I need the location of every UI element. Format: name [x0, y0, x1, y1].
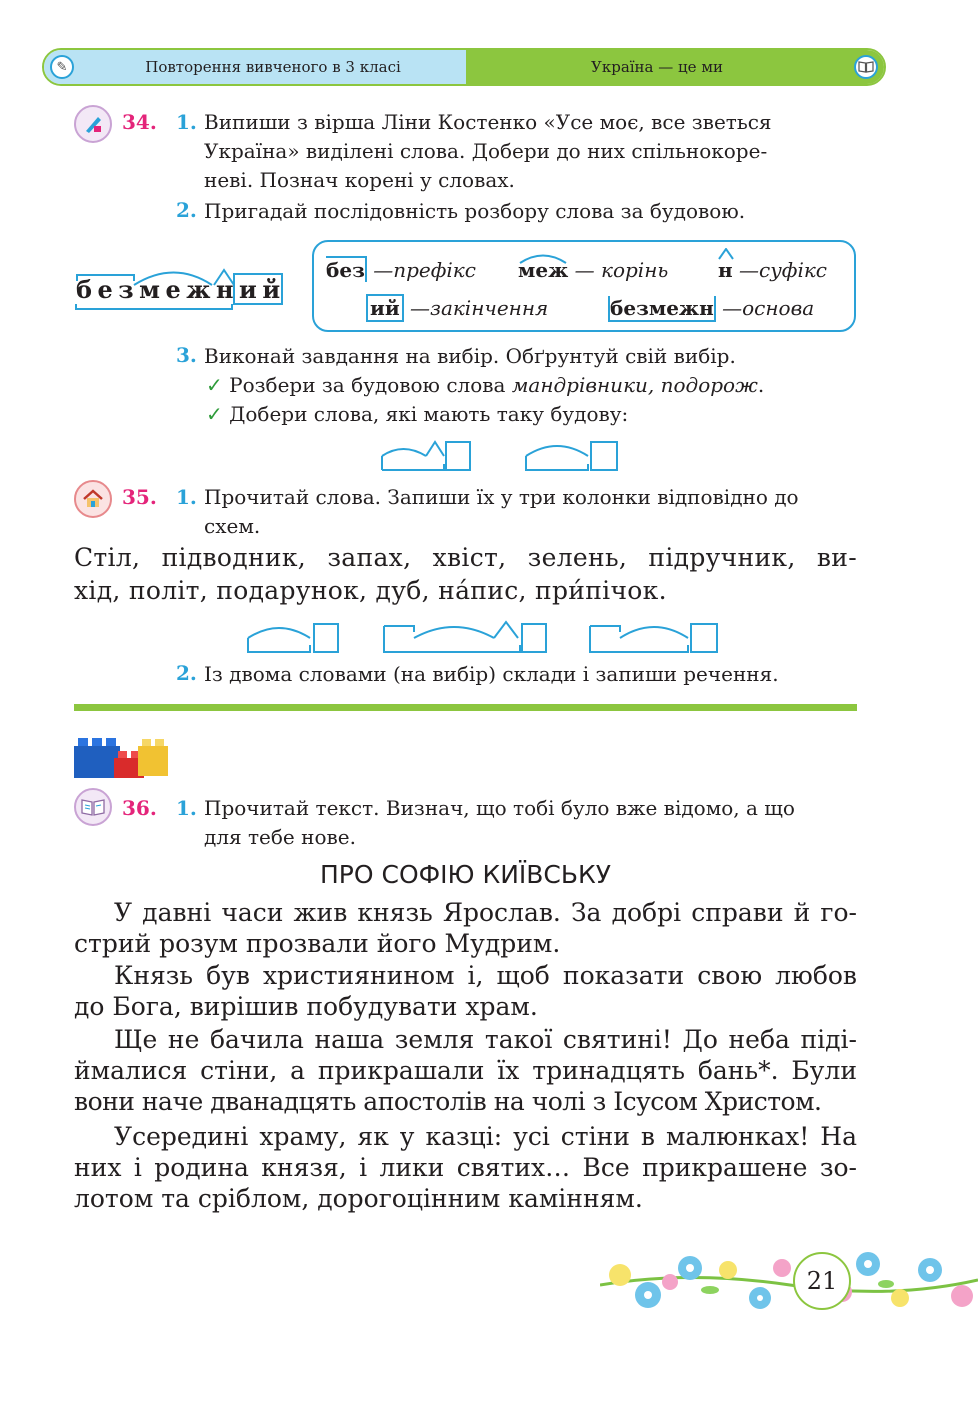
text-line: хід, політ, подарунок, дуб, на́пис, при́пічок.	[74, 576, 667, 605]
text-line: стрий розум прозвали його Мудрим.	[74, 929, 561, 958]
text-line: лотом та сріблом, дорогоцінним камінням.	[74, 1184, 643, 1213]
page-header	[42, 48, 886, 86]
read-task-icon	[74, 788, 112, 826]
check-icon: ✓	[206, 373, 230, 397]
step-number: 1.	[176, 485, 197, 509]
step-number: 2.	[176, 198, 197, 222]
step-number: 1.	[176, 110, 197, 134]
check2-text: Добери слова, які мають таку будову:	[229, 402, 629, 426]
text-line: ймалися стіни, а прикрашали їх тринадцять бань*. Були	[74, 1056, 857, 1085]
text-line: до Бога, вирішив побудувати храм.	[74, 992, 538, 1021]
text-line: Прочитай слова. Запиши їх у три колонки відповідно до	[204, 485, 799, 509]
text-line: Ще не бачила наша земля такої святині! До неба піді-	[114, 1025, 857, 1054]
task35-words	[74, 541, 857, 607]
pen-nib-icon: ✎	[50, 55, 74, 79]
example-word: безмежний	[76, 275, 286, 304]
root-label: — корінь	[574, 258, 669, 282]
text-line: Усередині храму, як у казці: усі стіни в малюнках! На	[114, 1122, 857, 1151]
header-left	[44, 50, 466, 84]
ending-part: ий	[366, 294, 404, 322]
paragraph	[74, 960, 857, 1022]
task34-step2: Пригадай послідовність розбору слова за будовою.	[204, 199, 746, 223]
header-left-text: Повторення вивченого в 3 класі	[145, 58, 401, 76]
section-divider	[74, 704, 857, 711]
task-number: 36.	[122, 796, 157, 820]
legend-ending	[366, 296, 548, 320]
step-number: 3.	[176, 343, 197, 367]
suffix-label: —суфікс	[739, 258, 827, 282]
task34-step1	[204, 108, 858, 195]
text-line: Князь був християнином і, щоб показати свою любов	[114, 961, 857, 990]
text-line: Прочитай текст. Визнач, що тобі було вже відомо, а що	[204, 796, 795, 820]
base-label: —основа	[722, 296, 815, 320]
open-book-icon	[854, 55, 878, 79]
root-part: меж	[518, 258, 569, 282]
text-line: вони наче дванадцять апостолів на чолі з Ісусом Христом.	[74, 1087, 822, 1116]
legend-root	[518, 258, 668, 282]
legend-prefix	[326, 258, 476, 282]
morpheme-legend	[312, 240, 856, 332]
step-number: 2.	[176, 661, 197, 685]
text-line: схем.	[204, 514, 261, 538]
prefix-label: —префікс	[373, 258, 476, 282]
text-line: них і родина князя, і лики святих… Все прикрашене зо-	[74, 1153, 857, 1182]
house-task-icon	[74, 480, 112, 518]
check1-text: Розбери за будовою слова	[229, 373, 512, 397]
page-number: 21	[793, 1252, 851, 1310]
prefix-part: без	[326, 258, 365, 282]
paragraph	[74, 897, 857, 959]
header-right-text: Україна — це ми	[591, 58, 723, 76]
task34-check2	[206, 400, 628, 429]
suffix-part: н	[718, 258, 733, 282]
task35-step1	[204, 483, 858, 541]
ending-label: —закінчення	[410, 296, 549, 320]
flowers-decoration	[600, 1240, 978, 1320]
check1-words: мандрівники, подорож	[511, 373, 758, 397]
paragraph	[74, 1121, 857, 1214]
task34-check1	[206, 371, 764, 400]
structure-schemes-35	[244, 612, 724, 656]
text-line: для тебе нове.	[204, 825, 356, 849]
text-line: Випиши з вірша Ліни Костенко «Усе моє, все зветься	[204, 110, 772, 134]
legend-base	[608, 296, 814, 320]
step-number: 1.	[176, 796, 197, 820]
text-line: Україна» виділені слова. Добери до них спільнокоре-	[204, 139, 768, 163]
task-number: 35.	[122, 485, 157, 509]
base-part: безмежн	[610, 296, 714, 320]
task36-step1	[204, 794, 858, 852]
legend-suffix	[718, 258, 827, 282]
structure-schemes-34	[378, 432, 623, 474]
text-line: Стіл, підводник, запах, хвіст, зелень, підручник, ви-	[74, 543, 857, 572]
write-task-icon	[74, 105, 112, 143]
check-icon: ✓	[206, 402, 230, 426]
header-right	[466, 50, 884, 84]
paragraph	[74, 1024, 857, 1117]
task34-step3: Виконай завдання на вибір. Обґрунтуй свій вибір.	[204, 344, 736, 368]
text-title: ПРО СОФІЮ КИЇВСЬКУ	[319, 860, 612, 889]
task-number: 34.	[122, 110, 157, 134]
check1-end: .	[757, 373, 765, 397]
task35-step2: Із двома словами (на вибір) склади і запиши речення.	[204, 662, 779, 686]
text-line: неві. Познач корені у словах.	[204, 168, 515, 192]
lego-bricks-icon	[74, 730, 170, 780]
word-scheme-example	[74, 258, 286, 312]
text-line: У давні часи жив князь Ярослав. За добрі справи й го-	[114, 898, 857, 927]
